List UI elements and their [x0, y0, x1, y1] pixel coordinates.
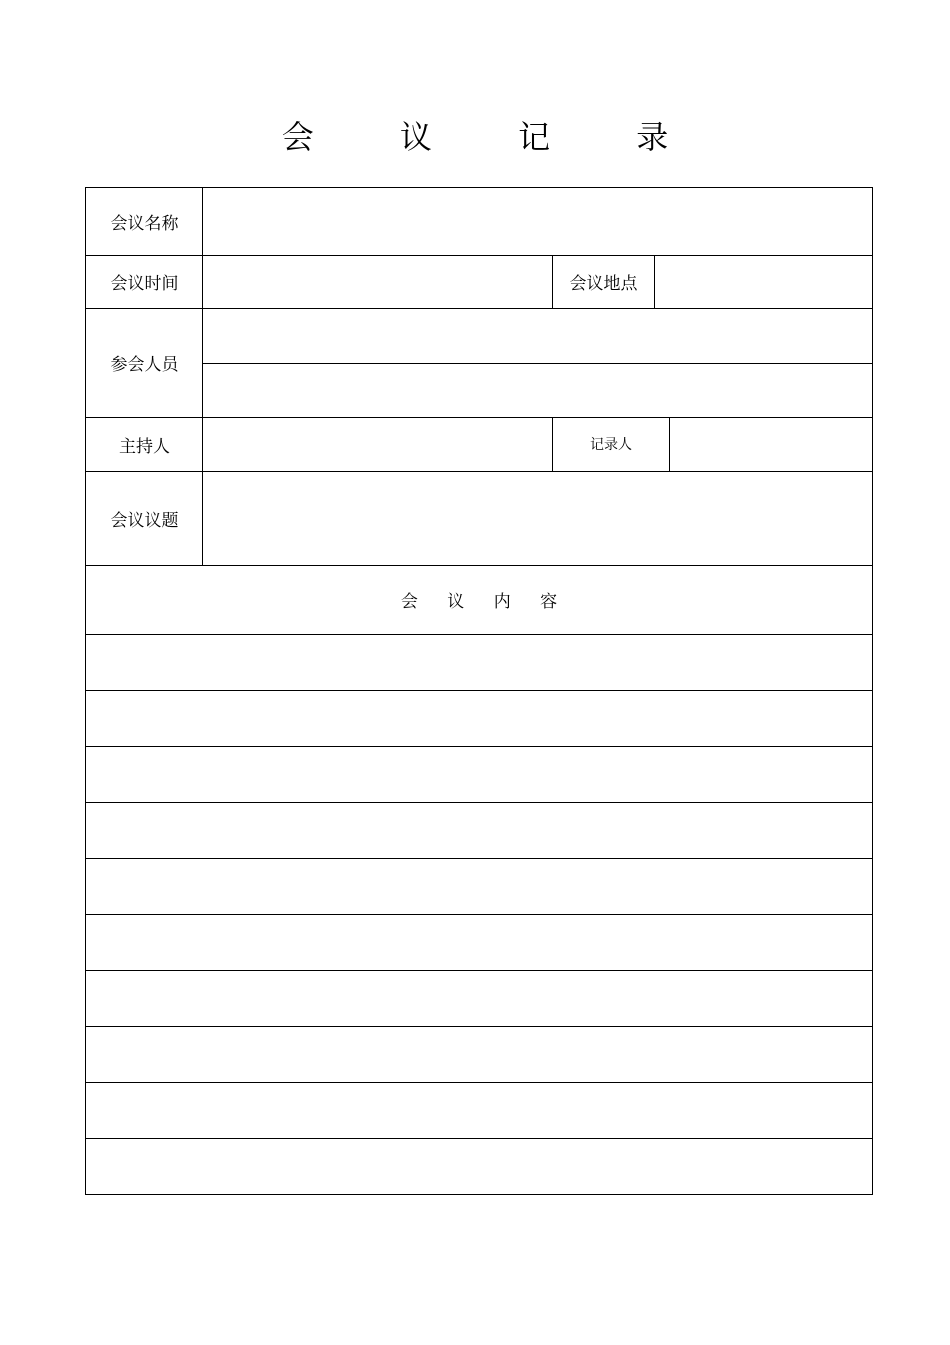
content-line[interactable]: [86, 746, 872, 802]
meeting-time-field[interactable]: [203, 255, 552, 308]
content-section-title: 会 议 内 容: [400, 592, 570, 612]
content-line[interactable]: [86, 914, 872, 970]
recorder-label: 记录人: [590, 437, 632, 453]
content-line[interactable]: [86, 1026, 872, 1082]
content-line[interactable]: [86, 1082, 872, 1138]
topic-field[interactable]: [203, 471, 872, 565]
host-label: 主持人: [119, 436, 170, 457]
attendees-label: 参会人员: [110, 355, 179, 375]
attendees-field-line-1[interactable]: [203, 308, 872, 363]
content-line[interactable]: [86, 690, 872, 746]
topic-label: 会议议题: [110, 510, 179, 531]
content-line[interactable]: [86, 802, 872, 858]
meeting-place-field[interactable]: [655, 255, 872, 308]
content-line[interactable]: [86, 634, 872, 690]
attendees-field-line-2[interactable]: [203, 363, 872, 417]
meeting-name-field[interactable]: [203, 188, 872, 255]
meeting-name-label: 会议名称: [110, 214, 179, 234]
meeting-time-label: 会议时间: [110, 274, 179, 294]
meeting-place-label: 会议地点: [569, 274, 638, 294]
content-line[interactable]: [86, 1138, 872, 1194]
host-field[interactable]: [203, 417, 552, 471]
page-title: 会 议 记 录: [281, 118, 707, 156]
meeting-record-form: [85, 187, 873, 1195]
content-line[interactable]: [86, 858, 872, 914]
recorder-field[interactable]: [670, 417, 872, 471]
content-line[interactable]: [86, 970, 872, 1026]
